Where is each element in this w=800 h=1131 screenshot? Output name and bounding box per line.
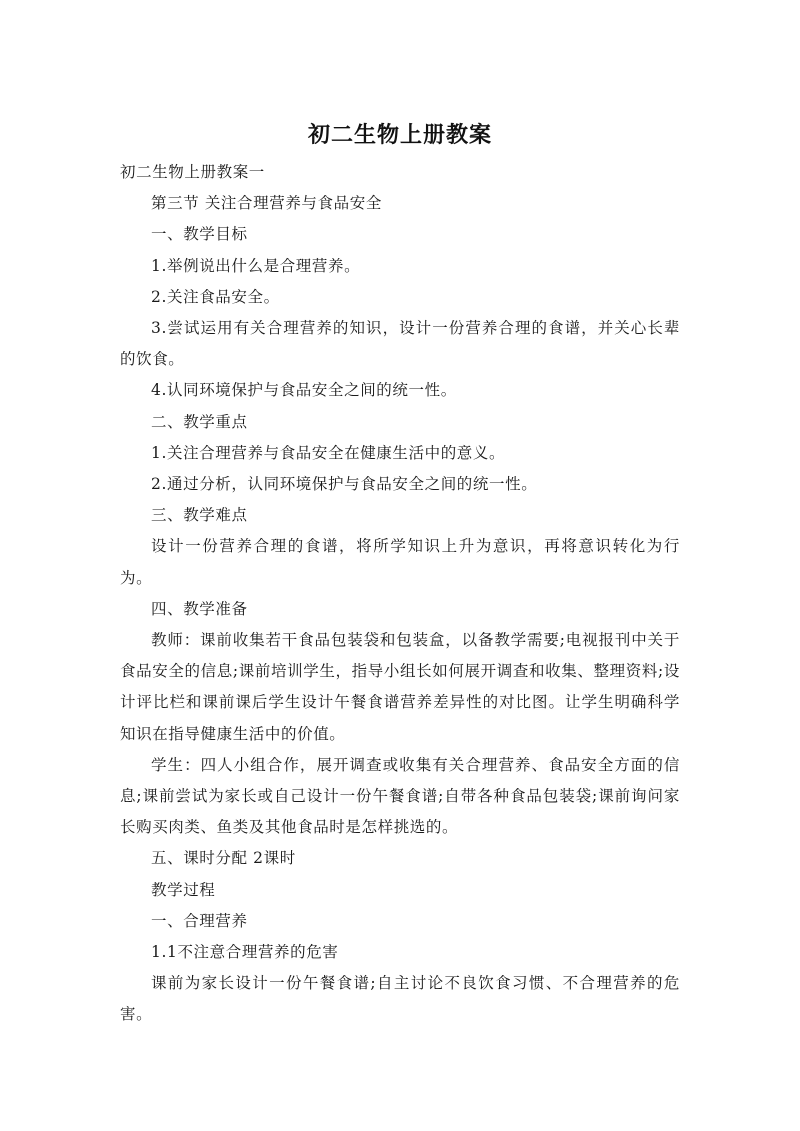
paragraph: 2.关注食品安全。 (151, 287, 280, 306)
paragraph: 初二生物上册教案一 (120, 163, 265, 181)
paragraph: 教学过程 (151, 880, 216, 899)
paragraph: 4.认同环境保护与食品安全之间的统一性。 (151, 381, 457, 400)
paragraph: 设计一份营养合理的食谱，将所学知识上升为意识，再将意识转化为行为。 (120, 537, 680, 587)
paragraph: 第三节 关注合理营养与食品安全 (151, 194, 382, 213)
document-body (120, 157, 680, 1031)
paragraph: 3.尝试运用有关合理营养的知识，设计一份营养合理的食谱，并关心长辈的饮食。 (120, 319, 680, 369)
paragraph: 一、教学目标 (151, 225, 248, 244)
paragraph: 2.通过分析，认同环境保护与食品安全之间的统一性。 (151, 475, 538, 494)
paragraph: 一、合理营养 (151, 911, 248, 930)
paragraph: 二、教学重点 (151, 412, 248, 431)
paragraph: 1.举例说出什么是合理营养。 (151, 256, 361, 275)
paragraph: 五、课时分配 2课时 (151, 849, 296, 868)
document-title: 初二生物上册教案 (307, 123, 492, 148)
paragraph: 学生：四人小组合作，展开调查或收集有关合理营养、食品安全方面的信息;课前尝试为家长或自己设计一份午餐食谱;自带各种食品包装袋;课前询问家长购买肉类、鱼类及其他食品时是怎样挑选的。 (120, 755, 680, 837)
paragraph: 四、教学准备 (151, 599, 248, 618)
paragraph: 三、教学难点 (151, 506, 248, 525)
paragraph: 1.1不注意合理营养的危害 (151, 943, 339, 962)
paragraph: 课前为家长设计一份午餐食谱;自主讨论不良饮食习惯、不合理营养的危害。 (120, 974, 680, 1024)
paragraph: 教师：课前收集若干食品包装袋和包装盒，以备教学需要;电视报刊中关于食品安全的信息;课前培训学生，指导小组长如何展开调查和收集、整理资料;设计评比栏和课前课后学生设计午餐食谱营养差异性的对比图。让学生明确科学知识在指导健康生活中的价值。 (120, 631, 680, 743)
paragraph: 1.关注合理营养与食品安全在健康生活中的意义。 (151, 443, 506, 462)
